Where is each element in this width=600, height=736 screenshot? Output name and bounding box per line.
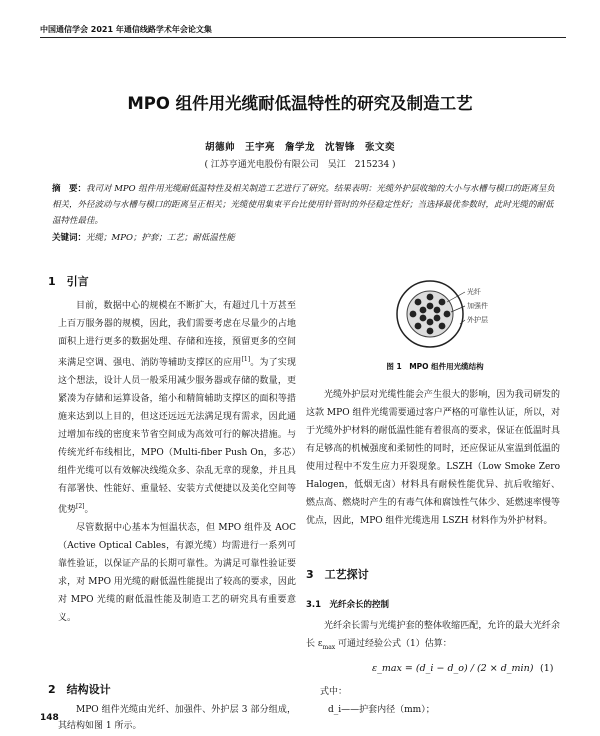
right-column-body [306,386,560,530]
section-heading-structure: 2 结构设计 [48,683,111,696]
formula-where-label: 式中： [320,687,348,697]
fiber-length-text: 光纤余长需与光缆护套的整体收缩匹配，允许的最大光纤余长 ε [306,621,560,649]
jacket-material-paragraph: 光缆外护层对光缆性能会产生很大的影响，因为我司研发的这款 MPO 组件光缆需要通过客户严格的可靠性认证，所以，对于光缆外护材料的耐低温性能有着很高的要求，保证在低温时具有足够高的机械强度和柔韧性的同时，还应保证从室温到低温的使用过程中不发生应力开裂现象。LSZH（Low Smoke Zero Halogen，低烟无卤）材料具有耐候性能优异、抗后收缩好、燃点高、燃烧时产生的有毒气体和腐蚀性气体少、延燃速率慢等优点，因此，MPO 组件光缆选用 LSZH 材料作为外护材料。 [306,390,560,526]
running-header: 中国通信学会 2021 年通信线路学术年会论文集 [40,25,212,34]
figure-1-caption: 图 1 MPO 组件用光缆结构 [386,362,484,371]
structure-paragraph-1: MPO 组件光缆由光纤、加强件、外护层 3 部分组成，其结构如图 1 所示。 [58,705,296,731]
figure-label-outer-jacket: 外护层 [467,316,488,324]
fiber-dot [420,315,427,322]
citation-1: [1] [241,356,251,363]
intro-p1-part-c: 。 [84,505,94,515]
keywords-label: 关键词： [52,233,87,243]
keywords [52,231,557,243]
fiber-dot [420,307,427,314]
fiber-dot [427,303,434,310]
fiber-length-text-tail: 可通过经验公式（1）估算： [335,639,452,649]
section-heading-process: 3 工艺探讨 [306,568,369,581]
fiber-dot [427,319,434,326]
figure-label-strength-member: 加强件 [467,302,488,310]
fiber-dot [439,299,446,306]
abstract [52,181,557,229]
fiber-dot [415,323,422,330]
intro-body [58,297,296,627]
figure-1 [330,280,570,352]
fiber-dot [439,323,446,330]
keywords-text: 光缆；MPO；护套；工艺；耐低温性能 [86,233,235,243]
fiber-dot [410,311,417,318]
structure-body [58,702,296,734]
fiber-dot [427,328,434,335]
subsection-heading-fiber-length: 3.1 光纤余长的控制 [306,600,390,610]
abstract-label: 摘 要： [52,184,87,194]
fiber-length-body [306,617,560,657]
header-divider [40,37,566,38]
section-heading-intro: 1 引言 [48,275,89,288]
cable-cross-section-diagram [330,280,570,352]
fiber-dot [427,294,434,301]
page-number: 148 [40,713,59,723]
intro-p1-part-a: 目前，数据中心的规模在不断扩大，有超过几十万甚至上百万服务器的规模，因此，我们需要考虑在尽量少的占地面积上进行更多的数据处理、存储和连接，预留更多的空间来满足空调、强电、消防等辅助支撑区的应用 [58,301,296,368]
equation-1-number: (1) [540,663,554,674]
fiber-length-paragraph [306,617,560,657]
affiliation: ( 江苏亨通光电股份有限公司 吴江 215234 ) [204,160,396,170]
fiber-dot [444,311,451,318]
intro-paragraph-2: 尽管数据中心基本为恒温状态，但 MPO 组件及 AOC（Active Optical Cables，有源光缆）均需进行一系列可靠性验证，以保证产品的长期可靠性。为满足可靠性验证要求，对 MPO 用光缆的耐低温性能提出了较高的要求，因此对 MPO 光缆的耐低温性能及制造工艺的研究具有重要意义。 [58,523,296,623]
paper-title: MPO 组件用光缆耐低温特性的研究及制造工艺 [127,94,473,113]
intro-p1-part-b: 。为了实现这个想法，设计人员一般采用减少服务器或存储的数量，更紧凑为存储和运算设备，缩小和精简辅助支撑区的面积等措施来达到以上目的，但这还远远无法满足现有需求，因此通过增加布线的密度来节省空间成为高效可行的解决措施。与传统光纤布线相比，MPO（Multi-fiber Push On，多芯）组件光缆可以有效解决线缆众多、杂乱无章的现象，并且具有部署快、性能好、重量轻、安装方式便捷以及美化空间等优势 [58,358,296,515]
formula-definition-di: d_i——护套内径（mm）； [328,705,435,715]
fiber-dot [434,307,441,314]
abstract-text: 我司对 MPO 组件用光缆耐低温特性及相关制造工艺进行了研究。结果表明：光缆外护层收缩的大小与水槽与模口的距离呈负相关，外径波动与水槽与模口的距离呈正相关；光缆使用集束平台比使用针管时的外径稳定性好；当选择最优参数时，此时光缆的耐低温特性最佳。 [52,184,555,226]
figure-label-fiber: 光纤 [467,288,481,296]
citation-2: [2] [76,503,85,510]
fiber-dot [434,315,441,322]
equation-1: ε_max = (d_i − d_o) / (2 × d_min) [372,663,534,674]
fiber-dot [415,299,422,306]
author-list: 胡德帅 王宇亮 詹学龙 沈智锋 张文奕 [204,142,395,153]
intro-paragraph-1 [58,297,296,519]
epsilon-subscript: max [322,643,336,651]
